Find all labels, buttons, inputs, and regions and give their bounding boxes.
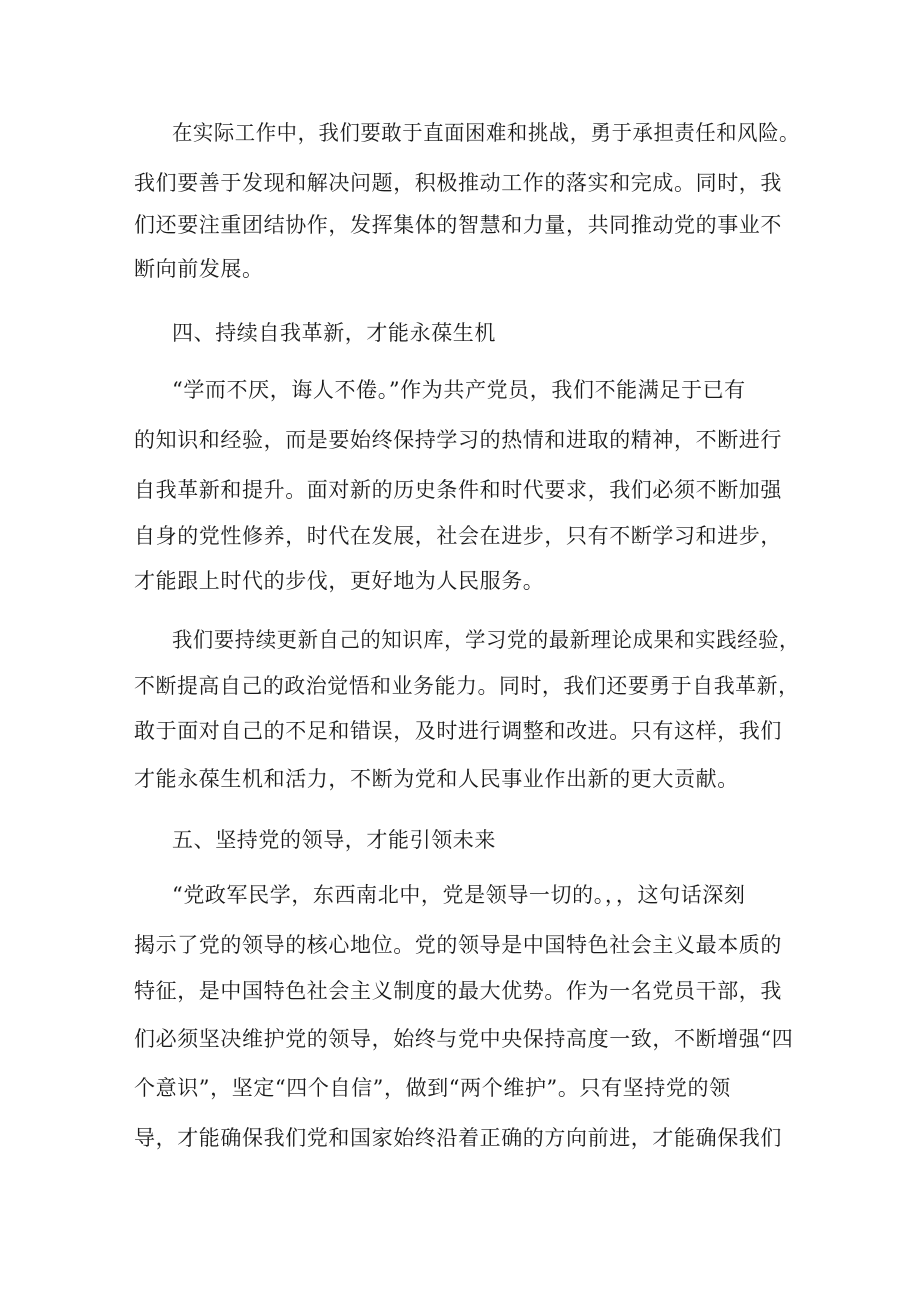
- text-line: 断向前发展。: [134, 257, 264, 281]
- text-line: 才能跟上时代的步伐，更好地为人民服务。: [134, 569, 545, 593]
- text-line: 自我革新和提升。面对新的历史条件和时代要求，我们必须不断加强: [134, 478, 782, 502]
- text-line: 我们要持续更新自己的知识库，学习党的最新理论成果和实践经验，: [172, 628, 800, 652]
- text-line: 我们要善于发现和解决问题，积极推动工作的落实和完成。同时，我: [134, 171, 782, 195]
- text-line: 敢于面对自己的不足和错误，及时进行调整和改进。只有这样，我们: [134, 719, 782, 743]
- text-line: “学而不厌，诲人不倦。”作为共产党员，我们不能满足于已有: [172, 378, 746, 402]
- text-line: 揭示了党的领导的核心地位。党的领导是中国特色社会主义最本质的: [134, 933, 782, 957]
- text-line: 个意识”，坚定“四个自信”，做到“两个维护”。只有坚持党的领: [134, 1076, 731, 1100]
- text-line: 在实际工作中，我们要敢于直面困难和挑战，勇于承担责任和风险。: [172, 121, 800, 145]
- text-line: 特征，是中国特色社会主义制度的最大优势。作为一名党员干部，我: [134, 979, 782, 1003]
- section-heading: 四、持续自我革新，才能永葆生机: [172, 321, 496, 345]
- text-line: 才能永葆生机和活力，不断为党和人民事业作出新的更大贡献。: [134, 767, 739, 791]
- section-heading: 五、坚持党的领导，才能引领未来: [172, 828, 496, 852]
- text-line: “党政军民学，东西南北中，党是领导一切的。，，这句话深刻: [172, 883, 746, 907]
- text-line: 导，才能确保我们党和国家始终沿着正确的方向前进，才能确保我们: [134, 1126, 782, 1150]
- text-line: 们还要注重团结协作，发挥集体的智慧和力量，共同推动党的事业不: [134, 213, 782, 237]
- text-line: 不断提高自己的政治觉悟和业务能力。同时，我们还要勇于自我革新，: [134, 674, 800, 698]
- text-line: 们必须坚决维护党的领导，始终与党中央保持高度一致，不断增强“四: [134, 1027, 794, 1051]
- text-line: 的知识和经验，而是要始终保持学习的热情和进取的精神，不断进行: [134, 428, 782, 452]
- text-line: 自身的党性修养，时代在发展，社会在进步，只有不断学习和进步，: [134, 524, 782, 548]
